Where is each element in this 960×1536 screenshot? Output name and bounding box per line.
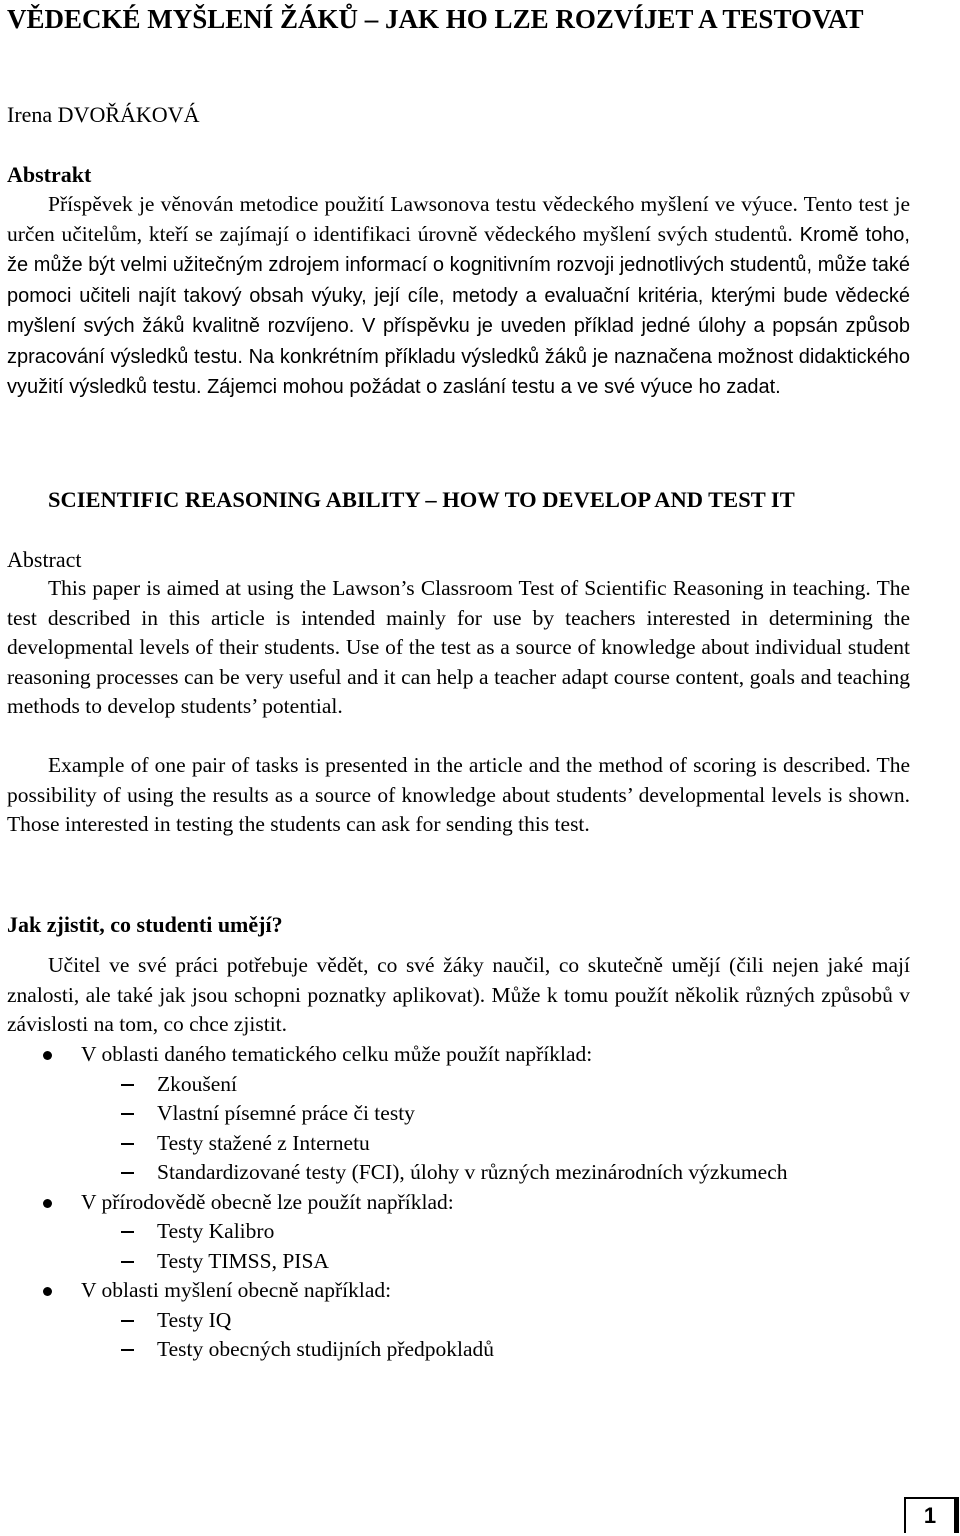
sub-list-item: Testy IQ bbox=[0, 1306, 960, 1336]
abstrakt-text bbox=[7, 190, 910, 403]
bullet-icon bbox=[43, 1199, 52, 1208]
dash-icon bbox=[121, 1113, 134, 1115]
sub-list-item: Testy obecných studijních předpokladů bbox=[0, 1335, 960, 1365]
english-title: SCIENTIFIC REASONING ABILITY – HOW TO DEVELOP AND TEST IT bbox=[48, 487, 795, 512]
paper-title: VĚDECKÉ MYŠLENÍ ŽÁKŮ – JAK HO LZE ROZVÍJET A TESTOVAT bbox=[7, 4, 864, 34]
dash-icon bbox=[121, 1084, 134, 1086]
dash-icon bbox=[121, 1143, 134, 1145]
list-item-label: V přírodovědě obecně lze použít například: bbox=[81, 1189, 454, 1214]
sub-list-item: Zkoušení bbox=[0, 1070, 960, 1100]
author-name: Irena DVOŘÁKOVÁ bbox=[7, 102, 200, 127]
dash-icon bbox=[121, 1172, 134, 1174]
list-item bbox=[0, 1040, 960, 1070]
sub-list-item: Testy Kalibro bbox=[0, 1217, 960, 1247]
list-item bbox=[0, 1276, 960, 1306]
methods-list bbox=[0, 1040, 960, 1365]
bullet-icon bbox=[43, 1051, 52, 1060]
list-item-label: V oblasti myšlení obecně například: bbox=[81, 1278, 392, 1302]
abstrakt-text-part1: Příspěvek je věnován metodice použití Lawsonova testu vědeckého myšlení ve výuce. Tento test je určen učitelům, kteří se zajímají o identifikaci úrovně vědeckého myšlení svých studentů. bbox=[7, 192, 910, 246]
page-number: 1 bbox=[904, 1497, 956, 1533]
abstrakt-text-part2: Kromě toho, že může být velmi užitečným zdrojem informací o kognitivním rozvoji jednotlivých studentů, může také pomoci učiteli najít takový obsah výuky, její cíle, metody a evaluační kritéria, kterými bude vědecké myšlení svých žáků kvalitně rozvíjeno. V příspěvku je uveden příklad jedné úlohy a popsán způsob zpracování výsledků testu. Na konkrétním příkladu výsledků žáků je naznačena možnost didaktického využití výsledků testu. Zájemci mohou požádat o zaslání testu a ve své výuce ho zadat. bbox=[7, 223, 910, 398]
dash-icon bbox=[121, 1349, 134, 1351]
list-item bbox=[0, 1188, 960, 1218]
bullet-icon bbox=[43, 1287, 52, 1296]
abstract-heading: Abstract bbox=[7, 547, 82, 572]
dash-icon bbox=[121, 1231, 134, 1233]
section-heading: Jak zjistit, co studenti umějí? bbox=[7, 912, 283, 937]
abstract-paragraph-1: This paper is aimed at using the Lawson’s Classroom Test of Scientific Reasoning in teaching. The test described in this article is intended mainly for use by teachers interested in determining the developmental levels of their students. Use of the test as a source of knowledge about individual student reasoning processes can be very useful and it can help a teacher adapt course content, goals and teaching methods to develop students’ potential. bbox=[7, 576, 910, 718]
list-item-label: V oblasti daného tematického celku může použít například: bbox=[81, 1042, 593, 1066]
sub-list-item: Vlastní písemné práce či testy bbox=[0, 1099, 960, 1129]
dash-icon bbox=[121, 1261, 134, 1263]
dash-icon bbox=[121, 1320, 134, 1322]
sub-list-item: Standardizované testy (FCI), úlohy v různých mezinárodních výzkumech bbox=[0, 1158, 960, 1188]
abstrakt-heading: Abstrakt bbox=[7, 162, 92, 187]
sub-list-item: Testy stažené z Internetu bbox=[0, 1129, 960, 1159]
sub-list-item: Testy TIMSS, PISA bbox=[0, 1247, 960, 1277]
section-intro: Učitel ve své práci potřebuje vědět, co své žáky naučil, co skutečně umějí (čili nejen jaké mají znalosti, ale také jak jsou schopni poznatky aplikovat). Může k tomu použít několik různých způsobů v závislosti na tom, co chce zjistit. bbox=[7, 953, 910, 1036]
abstract-paragraph-2: Example of one pair of tasks is presented in the article and the method of scoring is described. The possibility of using the results as a source of knowledge about students’ developmental levels is shown. Those interested in testing the students can ask for sending this test. bbox=[7, 753, 910, 836]
